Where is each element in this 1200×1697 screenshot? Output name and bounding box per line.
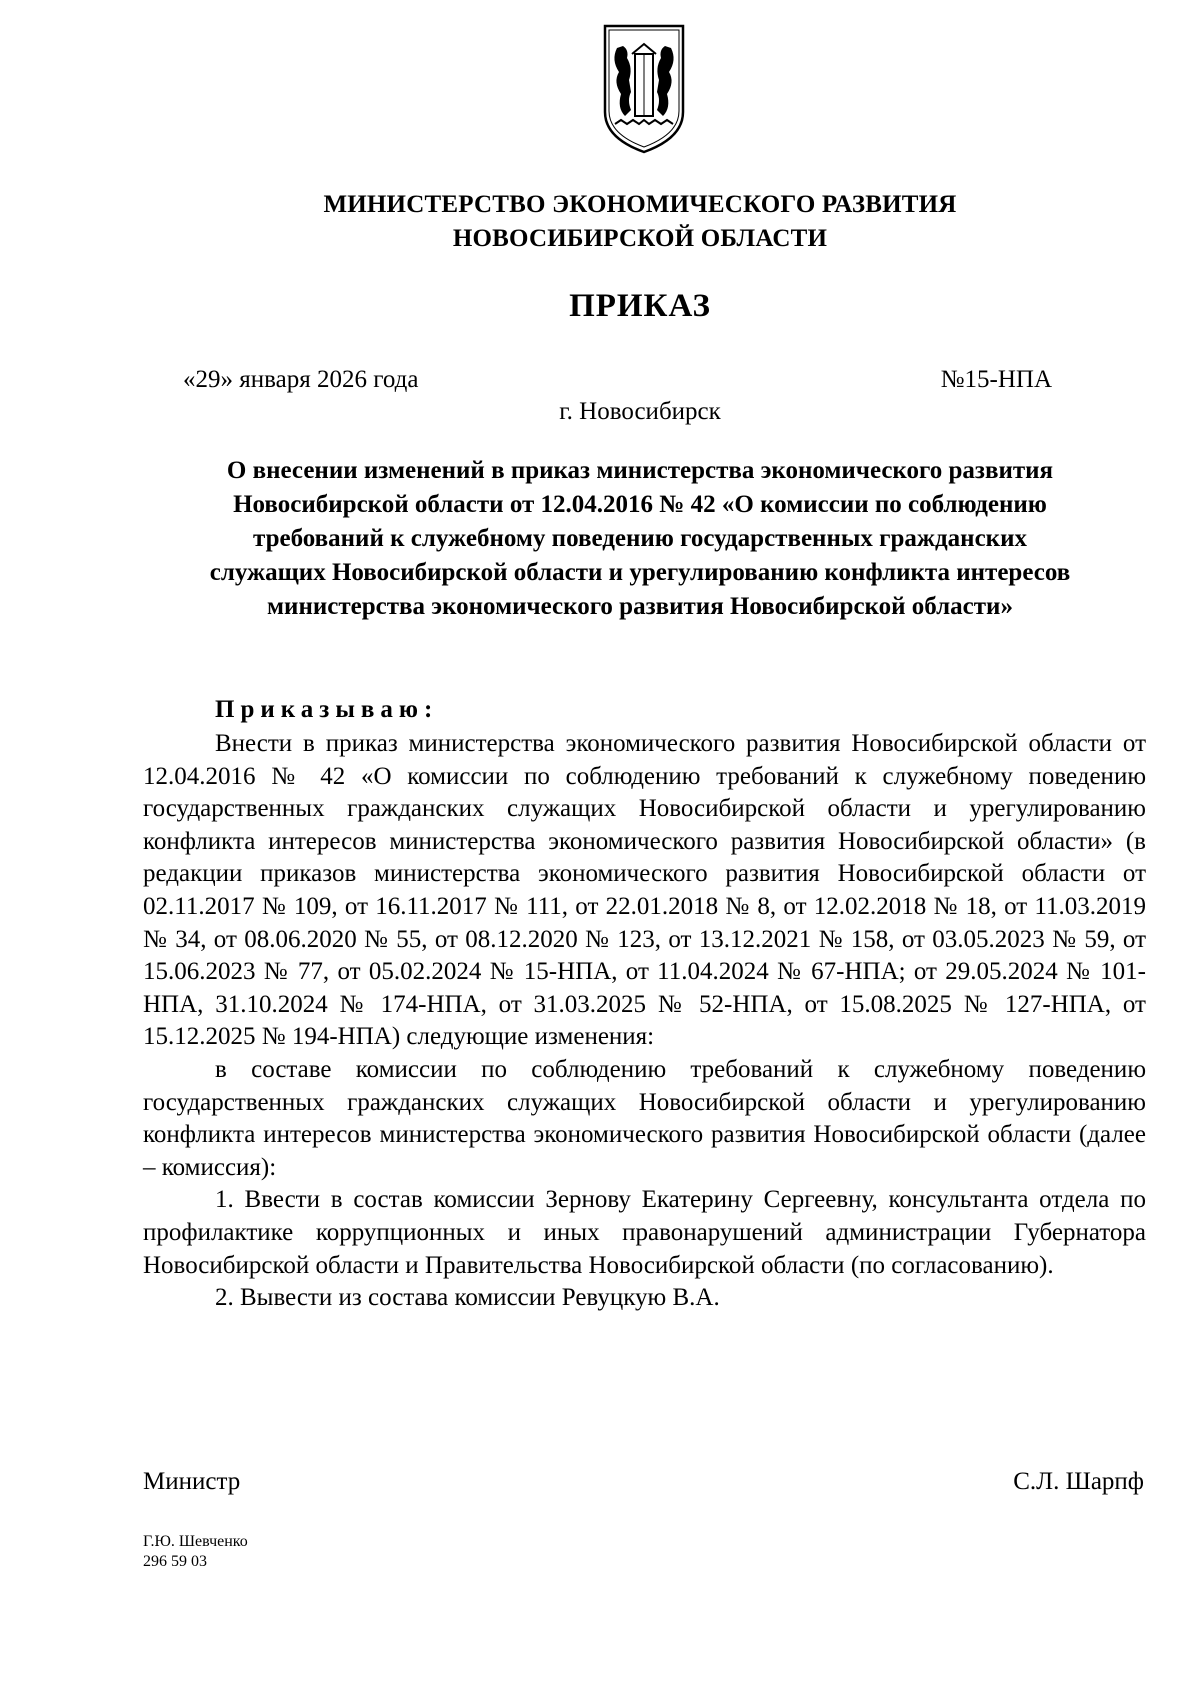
document-type: ПРИКАЗ xyxy=(569,288,711,324)
order-date: «29» января 2026 года xyxy=(183,366,419,393)
ministry-line-1: МИНИСТЕРСТВО ЭКОНОМИЧЕСКОГО РАЗВИТИЯ xyxy=(323,191,957,218)
body-paragraph: 1. Ввести в состав комиссии Зернову Екатерину Сергеевну, консультанта отдела по профилактике коррупционных и иных правонарушений администрации Губернатора Новосибирской области и Правительства Новосибирской области (по согласованию). xyxy=(143,1186,1146,1279)
order-body xyxy=(143,728,1146,1315)
executor-info xyxy=(143,1532,248,1572)
signatory-position: Министр xyxy=(143,1468,241,1495)
order-number: №15-НПА xyxy=(940,366,1052,393)
order-city: г. Новосибирск xyxy=(559,398,721,425)
body-paragraph: Внести в приказ министерства экономического развития Новосибирской области от 12.04.2016 № 42 «О комиссии по соблюдению требований к служебному поведению государственных гражданских служащих Новосибирской области и урегулированию конфликта интересов министерства экономического развития Новосибирской области» (в редакции приказов министерства экономического развития Новосибирской области от 02.11.2017 № 109, от 16.11.2017 № 111, от 22.01.2018 № 8, от 12.02.2018 № 18, от 11.03.2019 № 34, от 08.06.2020 № 55, от 08.12.2020 № 123, от 13.12.2021 № 158, от 03.05.2023 № 59, от 15.06.2023 № 77, от 05.02.2024 № 15-НПА, от 11.04.2024 № 67-НПА; от 29.05.2024 № 101-НПА, 31.10.2024 № 174-НПА, от 31.03.2025 № 52-НПА, от 15.08.2025 № 127-НПА, от 15.12.2025 № 194-НПА) следующие изменения: xyxy=(143,730,1146,1051)
signatory-name: С.Л. Шарпф xyxy=(1013,1468,1144,1495)
body-paragraph: в составе комиссии по соблюдению требований к служебному поведению государственных гражданских служащих Новосибирской области и урегулированию конфликта интересов министерства экономического развития Новосибирской области (далее – комиссия): xyxy=(143,1055,1146,1181)
order-subject: О внесении изменений в приказ министерства экономического развития Новосибирской области от 12.04.2016 № 42 «О комиссии по соблюдению требований к служебному поведению государственных гражданских служащих Новосибирской области и урегулированию конфликта интересов министерства экономического развития Новосибирской области» xyxy=(209,457,1071,620)
order-word: Приказываю: xyxy=(215,696,439,723)
coat-of-arms-icon xyxy=(599,20,689,160)
executor-phone: 296 59 03 xyxy=(143,1553,207,1570)
body-paragraph: 2. Вывести из состава комиссии Ревуцкую В.А. xyxy=(215,1284,720,1312)
executor-name: Г.Ю. Шевченко xyxy=(143,1533,248,1550)
ministry-line-2: НОВОСИБИРСКОЙ ОБЛАСТИ xyxy=(452,225,828,252)
ministry-name xyxy=(130,188,1150,256)
